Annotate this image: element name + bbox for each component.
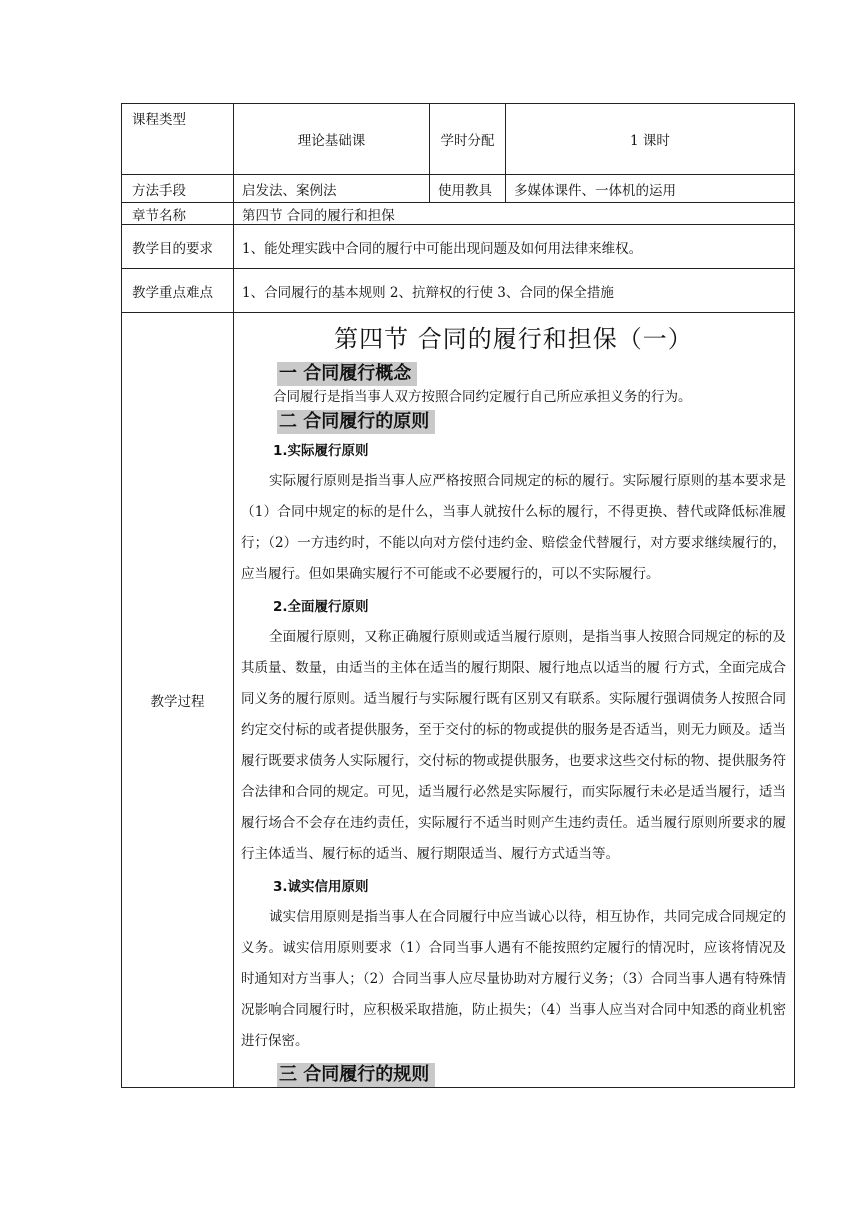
process-label: 教学过程: [122, 313, 234, 1088]
tools-label: 使用教具: [430, 175, 506, 203]
principle1-title: 1.实际履行原则: [273, 443, 369, 459]
goal-value: 1、能处理实践中合同的履行中可能出现问题及如何用法律来维权。: [234, 225, 795, 269]
section1-text: 合同履行是指当事人双方按照合同约定履行自己所应承担义务的行为。: [273, 389, 692, 405]
principle3-title: 3.诚实信用原则: [273, 879, 369, 895]
method-value: 启发法、案例法: [234, 175, 430, 203]
course-type-row: [122, 104, 795, 175]
section2-heading: 二 合同履行的原则: [277, 410, 435, 434]
section3-heading: 三 合同履行的规则: [277, 1063, 435, 1087]
principle2-title: 2.全面履行原则: [273, 599, 369, 615]
hours-label: 学时分配: [430, 104, 506, 175]
key-points-value: 1、合同履行的基本规则 2、抗辩权的行使 3、合同的保全措施: [234, 269, 795, 313]
goal-row: [122, 225, 795, 269]
course-type-label: 课程类型: [122, 104, 234, 175]
section-title: 第四节 合同的履行和担保（一）: [334, 325, 693, 353]
chapter-value: 第四节 合同的履行和担保: [234, 203, 795, 225]
section1-heading: 一 合同履行概念: [277, 362, 417, 386]
principle1-text: 实际履行原则是指当事人应严格按照合同规定的标的履行。实际履行原则的基本要求是（1）合同中规定的标的是什么，当事人就按什么标的履行，不得更换、替代或降低标准履行；（2）一方违约时，不能以向对方偿付违约金、赔偿金代替履行，对方要求继续履行的，应当履行。但如果确实履行不可能或不必要履行的，可以不实际履行。: [241, 473, 786, 582]
chapter-label: 章节名称: [122, 203, 234, 225]
method-label: 方法手段: [122, 175, 234, 203]
tools-value: 多媒体课件、一体机的运用: [506, 175, 795, 203]
process-content: [234, 313, 795, 1088]
key-points-row: [122, 269, 795, 313]
principle3-text: 诚实信用原则是指当事人在合同履行中应当诚心以待，相互协作，共同完成合同规定的义务。诚实信用原则要求（1）合同当事人遇有不能按照约定履行的情况时，应该将情况及时通知对方当事人；（2）合同当事人应尽量协助对方履行义务；（3）合同当事人遇有特殊情况影响合同履行时，应积极采取措施，防止损失；（4）当事人应当对合同中知悉的商业机密进行保密。: [241, 909, 786, 1049]
course-type-value: 理论基础课: [234, 104, 430, 175]
key-points-label: 教学重点难点: [122, 269, 234, 313]
goal-label: 教学目的要求: [122, 225, 234, 269]
chapter-row: [122, 203, 795, 225]
method-row: [122, 175, 795, 203]
process-row: [122, 313, 795, 1088]
lesson-plan-table: [121, 103, 795, 1088]
hours-value: 1 课时: [506, 104, 795, 175]
principle2-text: 全面履行原则，又称正确履行原则或适当履行原则，是指当事人按照合同规定的标的及其质量、数量，由适当的主体在适当的履行期限、履行地点以适当的履 行方式，全面完成合同义务的履行原则。适当履行与实际履行既有区别又有联系。实际履行强调债务人按照合同约定交付标的或者提供服务，至于交付的标的物或提供的服务是否适当，则无力顾及。适当履行既要求债务人实际履行，交付标的物或提供服务，也要求这些交付标的物、提供服务符合法律和合同的规定。可见，适当履行必然是实际履行，而实际履行未必是适当履行，适当履行场合不会存在违约责任，实际履行不适当时则产生违约责任。适当履行原则所要求的履行主体适当、履行标的适当、履行期限适当、履行方式适当等。: [241, 629, 786, 862]
